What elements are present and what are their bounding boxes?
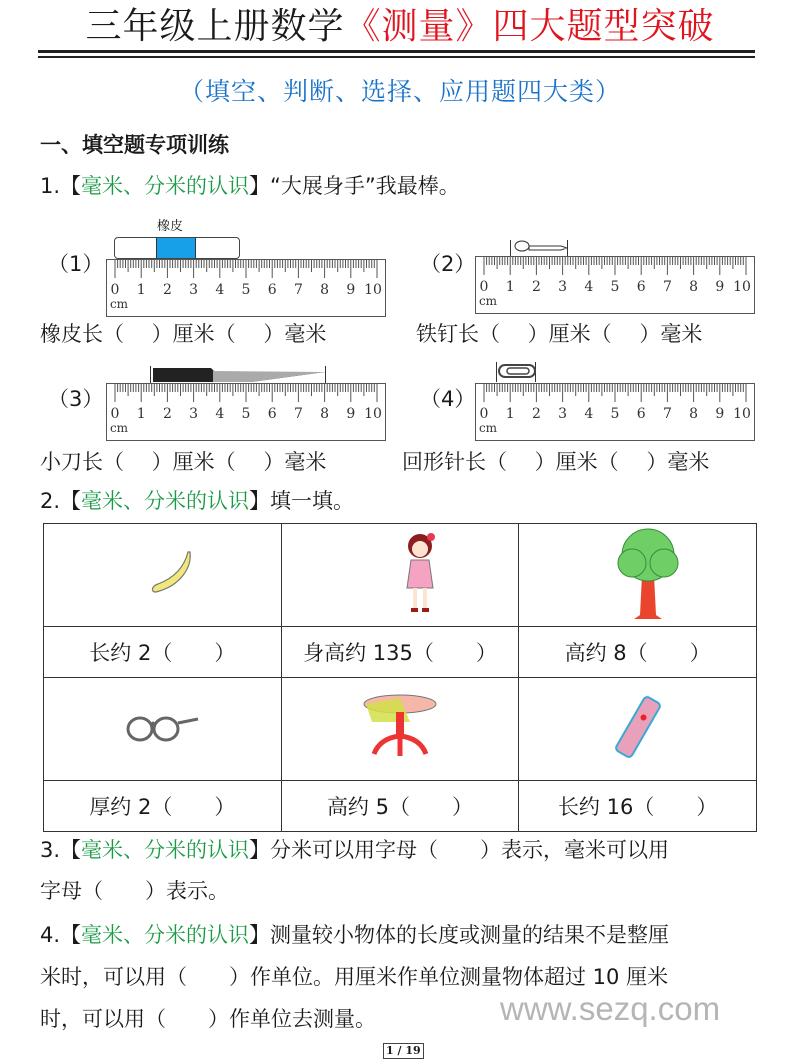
- svg-text:9: 9: [715, 279, 725, 295]
- svg-text:cm: cm: [478, 421, 498, 435]
- svg-text:6: 6: [267, 282, 277, 298]
- svg-text:9: 9: [346, 282, 356, 298]
- svg-text:6: 6: [267, 406, 277, 422]
- title-underline-thin: [38, 56, 755, 58]
- cell-banana-image: [44, 524, 282, 627]
- svg-text:5: 5: [610, 406, 620, 422]
- paperclip-image: [496, 362, 536, 382]
- question-2-stem: 2.【毫米、分米的认识】填一填。: [40, 489, 355, 513]
- cell-banana-text: 长约 2（ ）: [44, 627, 282, 678]
- svg-text:1: 1: [136, 282, 146, 298]
- part-4-label: （4）: [420, 387, 476, 411]
- svg-text:3: 3: [558, 279, 568, 295]
- cell-remote-image: [519, 678, 757, 781]
- topic-tag: 毫米、分米的认识: [81, 489, 250, 513]
- tree-icon: [610, 525, 686, 621]
- svg-text:5: 5: [610, 279, 620, 295]
- page-number: 1 / 19: [383, 1043, 424, 1059]
- part-2-answer: 铁钉长（ ）厘米（ ）毫米: [416, 322, 703, 346]
- svg-text:10: 10: [733, 279, 751, 295]
- svg-text:9: 9: [715, 406, 725, 422]
- svg-text:7: 7: [662, 406, 672, 422]
- question-3-line-2: 字母（ ）表示。: [40, 879, 229, 903]
- svg-text:1: 1: [505, 279, 515, 295]
- svg-text:7: 7: [293, 406, 303, 422]
- svg-text:2: 2: [162, 406, 172, 422]
- knife-image: [150, 366, 326, 384]
- part-3-label: （3）: [48, 387, 104, 411]
- svg-text:4: 4: [584, 406, 594, 422]
- svg-text:3: 3: [558, 406, 568, 422]
- svg-text:0: 0: [110, 282, 120, 298]
- svg-text:10: 10: [733, 406, 751, 422]
- page-title: [0, 4, 800, 50]
- ruler-ticks: [476, 384, 756, 442]
- svg-text:1: 1: [136, 406, 146, 422]
- svg-text:0: 0: [479, 279, 489, 295]
- svg-text:4: 4: [584, 279, 594, 295]
- ruler-ticks: [476, 257, 756, 315]
- part-4-answer: 回形针长（ ）厘米（ ）毫米: [402, 450, 710, 474]
- ruler-2: [475, 256, 755, 314]
- svg-text:cm: cm: [109, 421, 129, 435]
- svg-text:cm: cm: [478, 294, 498, 308]
- title-main: 三年级上册数学: [85, 6, 345, 47]
- title-highlight: 《测量》四大题型突破: [344, 6, 715, 47]
- question-4-stem: 4.【毫米、分米的认识】测量较小物体的长度或测量的结果不是整厘: [40, 923, 670, 947]
- svg-text:10: 10: [364, 406, 382, 422]
- remote-icon: [613, 692, 663, 762]
- ruler-4: [475, 383, 755, 441]
- svg-text:3: 3: [189, 282, 199, 298]
- question-3-stem: 3.【毫米、分米的认识】分米可以用字母（ ）表示，毫米可以用: [40, 838, 670, 862]
- ruler-ticks: [107, 260, 387, 318]
- topic-tag: 毫米、分米的认识: [81, 923, 250, 947]
- part-1-label: （1）: [48, 252, 104, 276]
- cell-girl-text: 身高约 135（ ）: [281, 627, 519, 678]
- svg-text:2: 2: [531, 279, 541, 295]
- nail-image: [510, 240, 568, 256]
- part-2-label: （2）: [420, 252, 476, 276]
- svg-text:8: 8: [320, 282, 330, 298]
- topic-tag: 毫米、分米的认识: [81, 174, 250, 198]
- watermark: www.sezq.com: [500, 990, 721, 1027]
- part-3-answer: 小刀长（ ）厘米（ ）毫米: [40, 450, 327, 474]
- ruler-ticks: [107, 384, 387, 442]
- svg-text:6: 6: [636, 279, 646, 295]
- svg-text:0: 0: [110, 406, 120, 422]
- svg-text:2: 2: [531, 406, 541, 422]
- question-4-line-3: 时，可以用（ ）作单位去测量。: [40, 1007, 376, 1031]
- topic-tag: 毫米、分米的认识: [81, 838, 250, 862]
- svg-text:8: 8: [689, 406, 699, 422]
- section-heading: 一、填空题专项训练: [40, 133, 229, 157]
- cell-glasses-text: 厚约 2（ ）: [44, 781, 282, 832]
- eraser-label: 橡皮: [157, 219, 184, 234]
- svg-text:5: 5: [241, 406, 251, 422]
- cell-girl-image: [281, 524, 519, 627]
- part-1-answer: 橡皮长（ ）厘米（ ）毫米: [40, 322, 327, 346]
- svg-text:7: 7: [662, 279, 672, 295]
- girl-icon: [395, 528, 445, 618]
- ruler-3: [106, 383, 386, 441]
- svg-text:2: 2: [162, 282, 172, 298]
- svg-text:3: 3: [189, 406, 199, 422]
- svg-text:4: 4: [215, 282, 225, 298]
- stool-icon: [360, 692, 440, 762]
- svg-text:8: 8: [320, 406, 330, 422]
- svg-text:9: 9: [346, 406, 356, 422]
- cell-tree-text: 高约 8（ ）: [519, 627, 757, 678]
- cell-glasses-image: [44, 678, 282, 781]
- svg-text:0: 0: [479, 406, 489, 422]
- svg-text:7: 7: [293, 282, 303, 298]
- glasses-icon: [122, 707, 202, 747]
- cell-stool-text: 高约 5（ ）: [281, 781, 519, 832]
- title-underline-thick: [38, 50, 755, 53]
- question-1-stem: 1.【毫米、分米的认识】“大展身手”我最棒。: [40, 174, 460, 198]
- page-subtitle: （填空、判断、选择、应用题四大类）: [178, 77, 621, 106]
- cell-remote-text: 长约 16（ ）: [519, 781, 757, 832]
- cell-tree-image: [519, 524, 757, 627]
- eraser-image: [114, 237, 240, 259]
- svg-text:6: 6: [636, 406, 646, 422]
- cell-stool-image: [281, 678, 519, 781]
- svg-text:8: 8: [689, 279, 699, 295]
- svg-text:5: 5: [241, 282, 251, 298]
- svg-text:1: 1: [505, 406, 515, 422]
- estimate-table: [43, 523, 757, 832]
- svg-text:10: 10: [364, 282, 382, 298]
- question-4-line-2: 米时，可以用（ ）作单位。用厘米作单位测量物体超过 10 厘米: [40, 965, 669, 989]
- banana-icon: [142, 548, 202, 598]
- svg-text:cm: cm: [109, 297, 129, 311]
- ruler-1: [106, 259, 386, 317]
- svg-text:4: 4: [215, 406, 225, 422]
